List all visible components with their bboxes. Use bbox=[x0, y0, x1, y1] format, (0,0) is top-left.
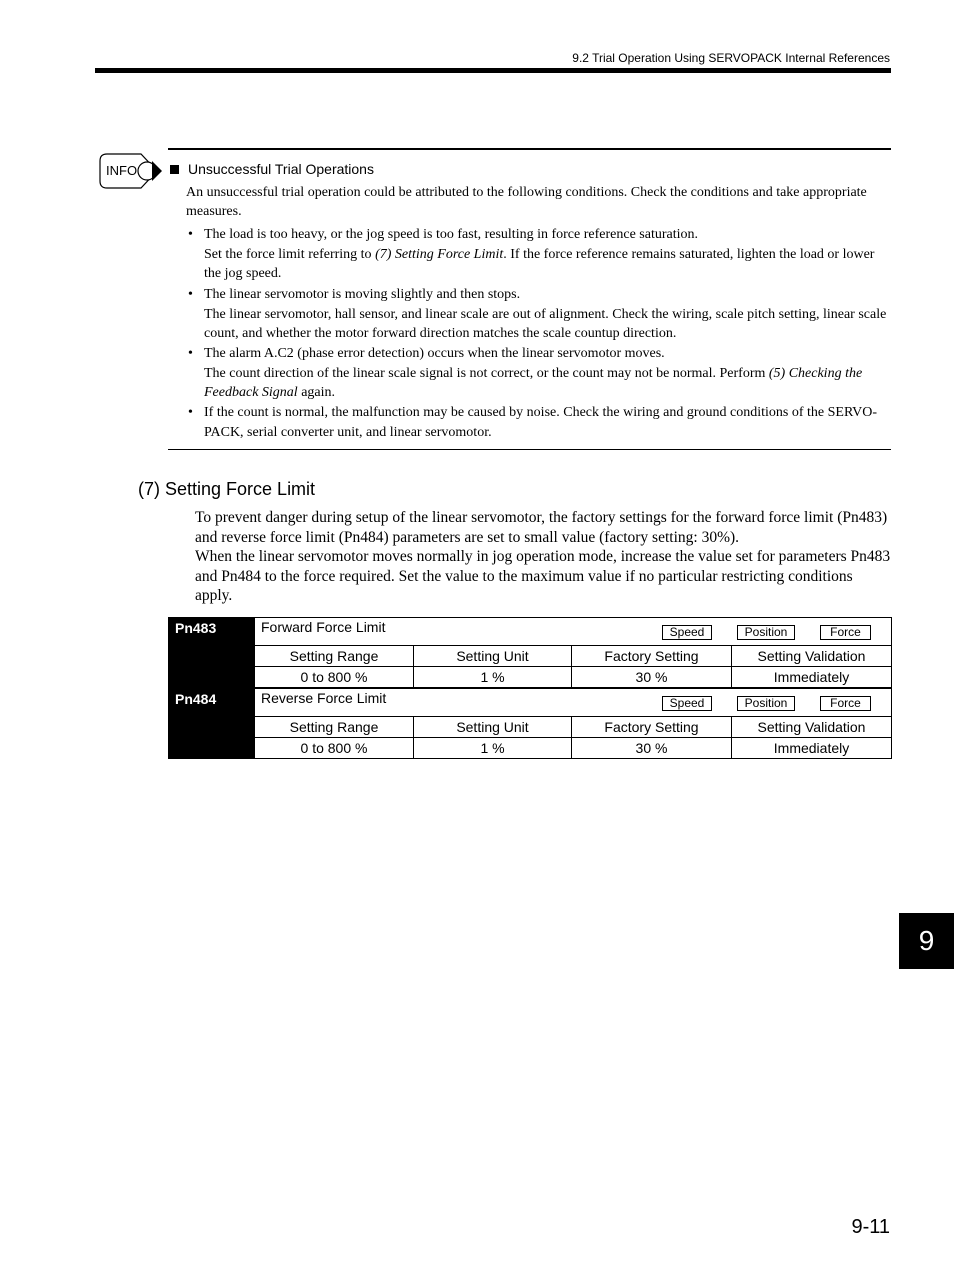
table-cell: 1 % bbox=[414, 667, 572, 688]
bullet-dot: • bbox=[188, 346, 193, 361]
column-header: Setting Validation bbox=[732, 717, 892, 738]
bullet-dot: • bbox=[188, 287, 193, 302]
control-mode-position: Position bbox=[737, 696, 795, 711]
table-cell: 30 % bbox=[572, 667, 732, 688]
cross-reference-link: (7) Setting Force Limit bbox=[375, 246, 504, 262]
chapter-tab: 9 bbox=[899, 913, 954, 969]
section-heading: (7) Setting Force Limit bbox=[138, 479, 316, 499]
column-header: Factory Setting bbox=[572, 646, 732, 667]
list-item bbox=[188, 344, 891, 403]
table-cell: 30 % bbox=[572, 738, 732, 759]
parameter-name-cell bbox=[255, 689, 892, 717]
column-header: Setting Unit bbox=[414, 646, 572, 667]
info-box bbox=[168, 148, 891, 450]
control-mode-force: Force bbox=[820, 696, 871, 711]
table-cell: Immediately bbox=[732, 738, 892, 759]
square-bullet-icon bbox=[170, 165, 179, 174]
column-header: Setting Validation bbox=[732, 646, 892, 667]
info-label: INFO bbox=[106, 163, 138, 178]
control-mode-speed: Speed bbox=[662, 696, 712, 711]
parameter-name-cell bbox=[255, 618, 892, 646]
list-item bbox=[188, 225, 891, 284]
bullet-line: If the count is normal, the malfunction may be caused by noise. Check the wiring and ground conditions of the SERVO-PACK, serial converter unit, and linear servomotor. bbox=[204, 405, 878, 440]
list-item bbox=[188, 285, 891, 344]
bullet-dot: • bbox=[188, 405, 193, 420]
parameter-name: Forward Force Limit bbox=[261, 619, 386, 635]
parameter-name: Reverse Force Limit bbox=[261, 690, 387, 706]
column-header: Setting Unit bbox=[414, 717, 572, 738]
column-header: Setting Range bbox=[255, 646, 414, 667]
section-body bbox=[195, 508, 891, 606]
bullet-detail: The count direction of the linear scale signal is not correct, or the count may not be normal. Perform (5) Checking the Feedback Signal again. bbox=[204, 365, 863, 400]
table-cell: 1 % bbox=[414, 738, 572, 759]
column-header: Setting Range bbox=[255, 717, 414, 738]
bullet-detail: The linear servomotor, hall sensor, and linear scale are out of alignment. Check the wiring, scale pitch setting, linear scale count, and whether the motor forward direction matches the scale countup direction. bbox=[204, 306, 887, 341]
bullet-line: The alarm A.C2 (phase error detection) occurs when the linear servomotor moves. bbox=[204, 346, 665, 361]
control-mode-position: Position bbox=[737, 625, 795, 640]
parameter-table-pn483 bbox=[168, 617, 892, 688]
parameter-id: Pn484 bbox=[169, 689, 255, 759]
cross-reference-link: (5) Checking the Feedback Signal bbox=[204, 365, 863, 400]
header-rule bbox=[95, 68, 891, 73]
bullet-line: The load is too heavy, or the jog speed is too fast, resulting in force reference saturation. bbox=[204, 227, 698, 242]
bullet-line: The linear servomotor is moving slightly and then stops. bbox=[204, 287, 521, 302]
parameter-id: Pn483 bbox=[169, 618, 255, 688]
info-title bbox=[168, 161, 374, 177]
table-cell: 0 to 800 % bbox=[255, 738, 414, 759]
column-header: Factory Setting bbox=[572, 717, 732, 738]
page-number: 9-11 bbox=[851, 1216, 890, 1238]
parameter-table-pn484 bbox=[168, 688, 892, 759]
control-mode-force: Force bbox=[820, 625, 871, 640]
bullet-detail: Set the force limit referring to (7) Setting Force Limit. If the force reference remains saturated, lighten the load or lower the jog speed. bbox=[204, 246, 875, 281]
bullet-dot: • bbox=[188, 227, 193, 242]
info-intro: An unsuccessful trial operation could be attributed to the following conditions. Check the conditions and take appropriate measures. bbox=[186, 185, 867, 219]
section-paragraph: When the linear servomotor moves normally in jog operation mode, increase the value set for parameters Pn483 and Pn484 to the force required. Set the value to the maximum value if no particular restricting conditions apply. bbox=[195, 548, 891, 604]
info-title-text: Unsuccessful Trial Operations bbox=[188, 161, 374, 177]
info-badge bbox=[99, 152, 163, 190]
table-cell: 0 to 800 % bbox=[255, 667, 414, 688]
list-item bbox=[188, 403, 891, 442]
running-header: 9.2 Trial Operation Using SERVOPACK Internal References bbox=[572, 51, 890, 65]
control-mode-speed: Speed bbox=[662, 625, 712, 640]
section-paragraph: To prevent danger during setup of the linear servomotor, the factory settings for the forward force limit (Pn483) and reverse force limit (Pn484) parameters are set to small value (factory setting: 30%). bbox=[195, 509, 888, 546]
table-cell: Immediately bbox=[732, 667, 892, 688]
